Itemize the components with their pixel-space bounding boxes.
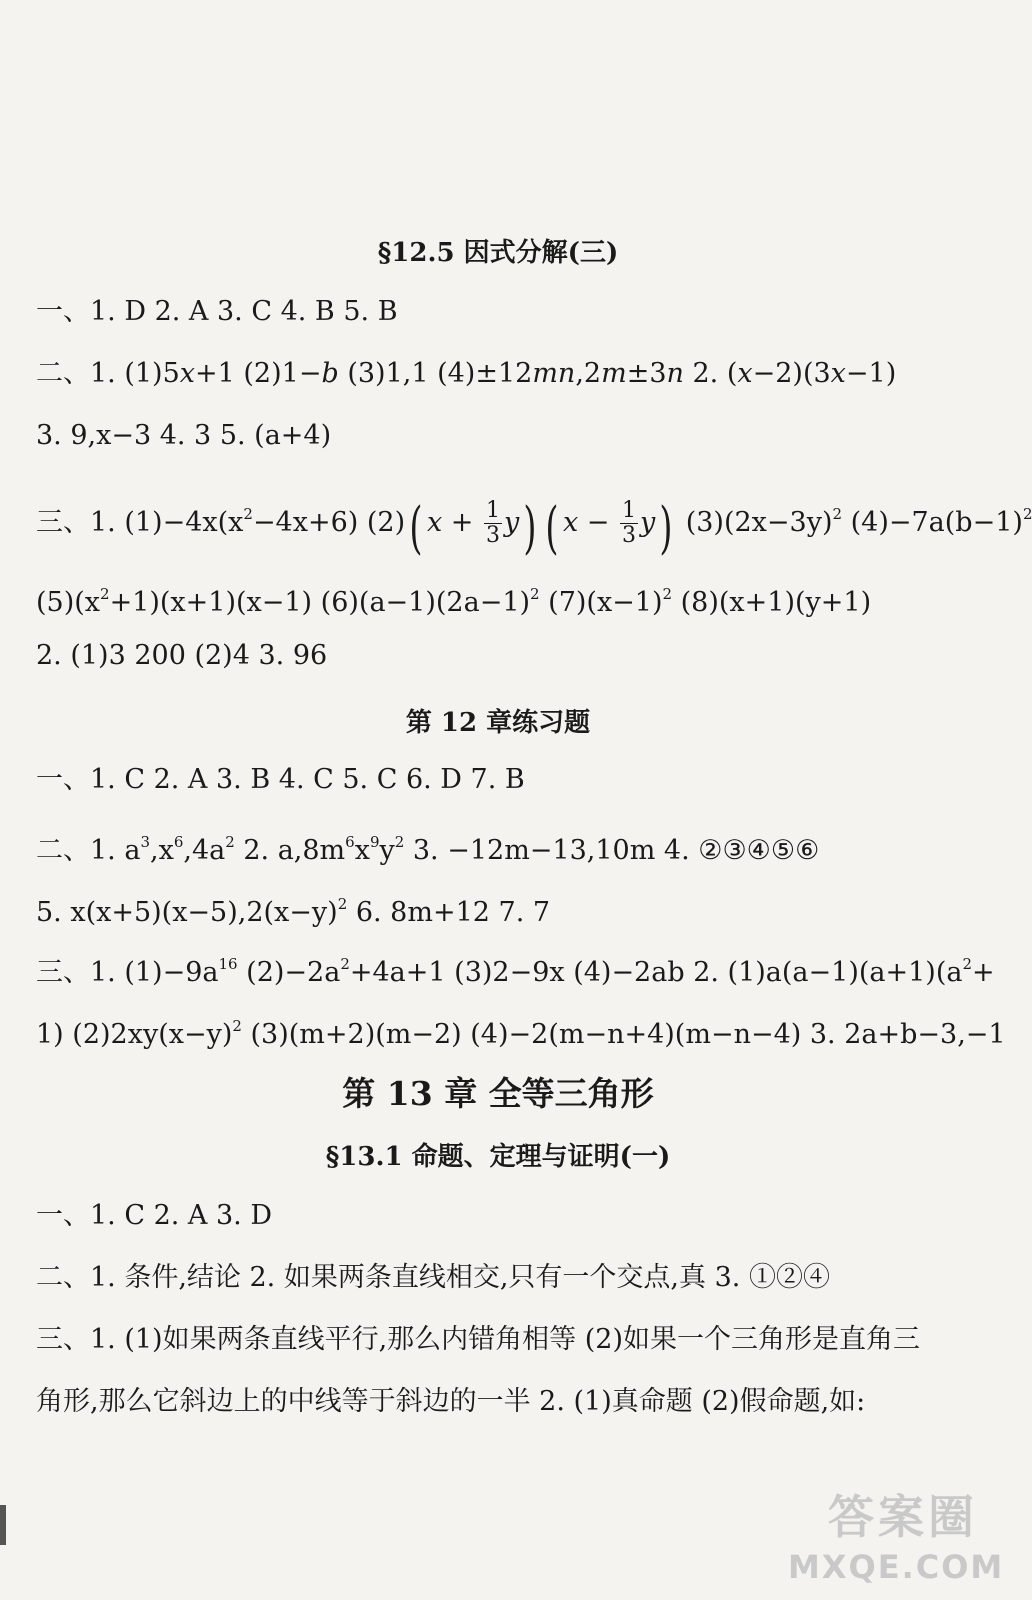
- section-title-12-5: §12.5 因式分解(三): [377, 238, 619, 268]
- answer-line-13: 二、1. 条件,结论 2. 如果两条直线相交,只有一个交点,真 3. ①②④: [36, 1262, 830, 1293]
- answer-line-3: 3. 9,x−3 4. 3 5. (a+4): [36, 420, 332, 451]
- answer-line-2: 二、1. (1)5x+1 (2)1−b (3)1,1 (4)±12mn,2m±3n 2. (x−2)(3x−1): [36, 358, 897, 389]
- right-paren: ): [659, 496, 673, 561]
- chapter-13-title: 第 13 章 全等三角形: [342, 1074, 654, 1113]
- chapter-12-exercise-title: 第 12 章练习题: [405, 708, 591, 738]
- answer-line-15: 角形,那么它斜边上的中线等于斜边的一半 2. (1)真命题 (2)假命题,如:: [36, 1386, 866, 1417]
- left-paren: (: [545, 496, 559, 561]
- fraction-one-third: $\frac{1}{3}$: [622, 498, 637, 548]
- answer-line-6: 2. (1)3 200 (2)4 3. 96: [36, 640, 328, 671]
- answer-line-1: 一、1. D 2. A 3. C 4. B 5. B: [36, 296, 398, 327]
- page-edge-mark: [0, 1505, 6, 1545]
- answer-line-11: 1) $(2)2xy(x-y)^2$ (3)(m+2)(m−2) (4)−2(m−n+4)(m−n−4) 3. 2a+b−3,−1: [36, 1017, 1006, 1050]
- left-paren: (: [409, 496, 423, 561]
- answer-line-14: 三、1. (1)如果两条直线平行,那么内错角相等 (2)如果一个三角形是直角三: [36, 1324, 920, 1355]
- answer-line-5: $(5)(x^2+1)(x+1)(x-1)$ $(6)(a-1)(2a-1)^2$ $(7)(x-1)^2$ (8)(x+1)(y+1): [36, 585, 872, 618]
- answer-line-4: 三、1. $(1)-4x(x^2-4x+6)$ (2)( x + $\frac{1}{3}$ y) ( x − $\frac{1}{3}$ y) $(3)(2x-3y)^2$ $(4)-7a(b-1)^2$: [36, 496, 1032, 561]
- answer-line-8: 二、1. $a^3,x^6,4a^2$ 2. $a,8m^6x^9y^2$ 3. −12m−13,10m 4. ②③④⑤⑥: [36, 833, 820, 866]
- watermark-logo: 答案圈 MXQE.COM: [788, 1490, 1005, 1586]
- answer-line-10: 三、1. $(1)-9a^{16}$ $(2)-2a^2+4a+1$ (3)2−9x (4)−2ab 2. $(1)a(a-1)(a+1)(a^2+$: [36, 955, 995, 988]
- right-paren: ): [523, 496, 537, 561]
- section-title-13-1: §13.1 命题、定理与证明(一): [325, 1142, 671, 1172]
- answer-line-7: 一、1. C 2. A 3. B 4. C 5. C 6. D 7. B: [36, 764, 525, 795]
- fraction-one-third: $\frac{1}{3}$: [486, 498, 501, 548]
- answer-line-12: 一、1. C 2. A 3. D: [36, 1200, 272, 1231]
- answer-line-9: 5. $x(x+5)(x-5),2(x-y)^2$ 6. 8m+12 7. 7: [36, 895, 551, 928]
